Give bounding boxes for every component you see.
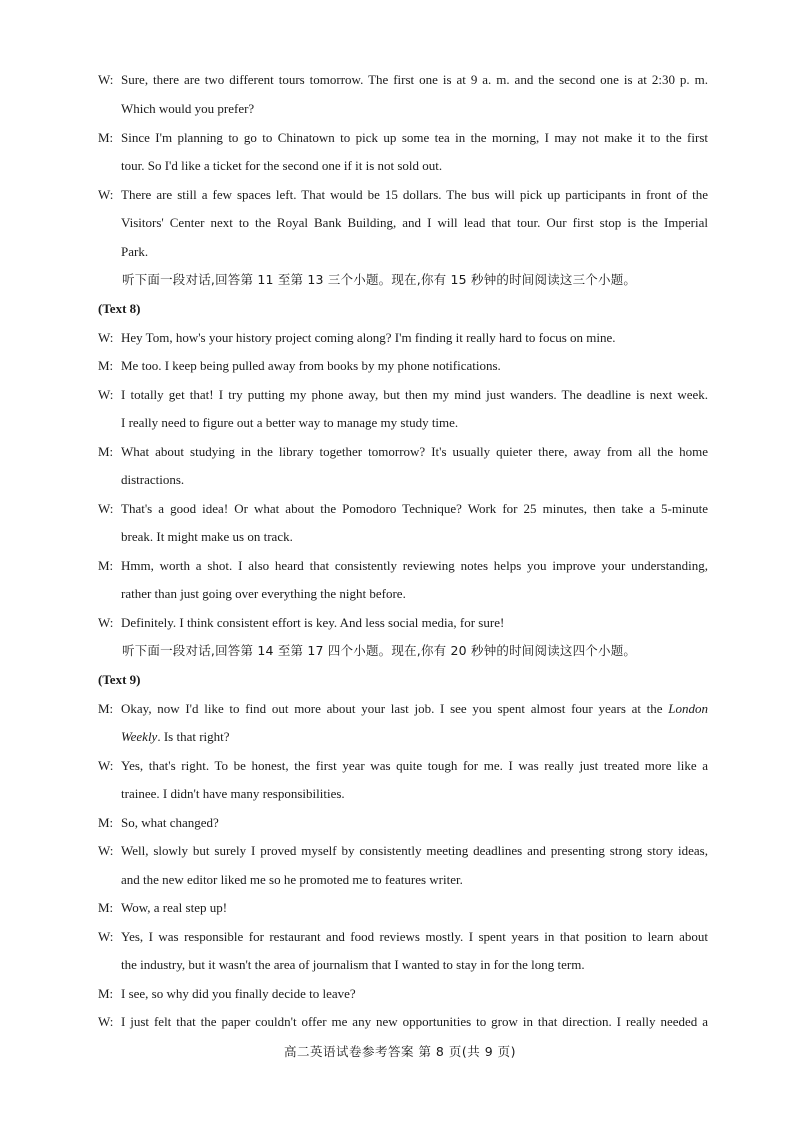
instruction-text: 听下面一段对话,回答第 11 至第 13 三个小题。现在,你有 15 秒钟的时间阅读这三个小题。 bbox=[122, 272, 637, 287]
speaker-label: M: bbox=[98, 558, 114, 573]
dialogue-text: There are still a few spaces left. That would be 15 dollars. The bus will pick up participants in front of the bbox=[121, 187, 708, 202]
dialogue-text: Definitely. I think consistent effort is key. And less social media, for sure! bbox=[121, 615, 505, 630]
speaker-label: M: bbox=[98, 358, 114, 373]
speaker-label: W: bbox=[98, 929, 114, 944]
dialogue-text: Sure, there are two different tours tomorrow. The first one is at 9 a. m. and the second one is at 2:30 p. m. bbox=[121, 72, 708, 87]
dialogue-text: Park. bbox=[121, 244, 149, 259]
speaker-label: W: bbox=[98, 758, 114, 773]
dialogue-text bbox=[121, 700, 708, 718]
dialogue-text: Which would you prefer? bbox=[121, 101, 255, 116]
dialogue-text: the industry, but it wasn't the area of journalism that I wanted to stay in for the long term. bbox=[121, 957, 585, 972]
dialogue-text: So, what changed? bbox=[121, 815, 219, 830]
text9-heading: (Text 9) bbox=[98, 672, 141, 687]
speaker-label: M: bbox=[98, 815, 114, 830]
page-footer: 高二英语试卷参考答案 第 8 页(共 9 页) bbox=[283, 1044, 517, 1059]
dialogue-text: What about studying in the library together tomorrow? It's usually quieter there, away from all the home bbox=[121, 444, 708, 459]
dialogue-text: Since I'm planning to go to Chinatown to pick up some tea in the morning, I may not make it to the first bbox=[121, 130, 708, 145]
publication-title: Weekly bbox=[121, 729, 158, 744]
dialogue-text: I really need to figure out a better way to manage my study time. bbox=[121, 415, 459, 430]
speaker-label: W: bbox=[98, 387, 114, 402]
speaker-label: M: bbox=[98, 130, 114, 145]
speaker-label: W: bbox=[98, 843, 114, 858]
text8-heading: (Text 8) bbox=[98, 301, 141, 316]
dialogue-text-part: Okay, now I'd like to find out more about your last job. I see you spent almost four years at the bbox=[121, 701, 663, 716]
dialogue-text: Wow, a real step up! bbox=[121, 900, 228, 915]
dialogue-text: That's a good idea! Or what about the Pomodoro Technique? Work for 25 minutes, then take a 5-minute bbox=[121, 501, 708, 516]
speaker-label: M: bbox=[98, 900, 114, 915]
speaker-label: W: bbox=[98, 501, 114, 516]
dialogue-text: I just felt that the paper couldn't offer me any new opportunities to grow in that direction. I really needed a bbox=[121, 1014, 708, 1029]
dialogue-text: Yes, I was responsible for restaurant and food reviews mostly. I spent years in that position to learn about bbox=[121, 929, 708, 944]
dialogue-text: rather than just going over everything the night before. bbox=[121, 586, 406, 601]
dialogue-text: tour. So I'd like a ticket for the second one if it is not sold out. bbox=[121, 158, 443, 173]
dialogue-text: Hmm, worth a shot. I also heard that consistently reviewing notes helps you improve your understanding, bbox=[121, 558, 708, 573]
dialogue-text: Yes, that's right. To be honest, the first year was quite tough for me. I was really just treated more like a bbox=[121, 758, 708, 773]
speaker-label: M: bbox=[98, 444, 114, 459]
dialogue-text-part: . Is that right? bbox=[157, 729, 230, 744]
dialogue-text: and the new editor liked me so he promoted me to features writer. bbox=[121, 872, 463, 887]
dialogue-text: distractions. bbox=[121, 472, 185, 487]
speaker-label: W: bbox=[98, 615, 114, 630]
speaker-label: M: bbox=[98, 701, 114, 716]
publication-title: London bbox=[668, 701, 708, 716]
dialogue-text: Hey Tom, how's your history project coming along? I'm finding it really hard to focus on mine. bbox=[121, 330, 616, 345]
speaker-label: W: bbox=[98, 187, 114, 202]
dialogue-text: Visitors' Center next to the Royal Bank Building, and I will lead that tour. Our first stop is the Imperial bbox=[121, 215, 708, 230]
speaker-label: W: bbox=[98, 330, 114, 345]
dialogue-text: I see, so why did you finally decide to leave? bbox=[121, 986, 356, 1001]
speaker-label: W: bbox=[98, 1014, 114, 1029]
speaker-label: W: bbox=[98, 72, 114, 87]
dialogue-text: trainee. I didn't have many responsibilities. bbox=[121, 786, 345, 801]
dialogue-text: break. It might make us on track. bbox=[121, 529, 293, 544]
dialogue-text bbox=[121, 728, 708, 746]
instruction-text: 听下面一段对话,回答第 14 至第 17 四个小题。现在,你有 20 秒钟的时间阅读这四个小题。 bbox=[122, 643, 637, 658]
dialogue-text: Well, slowly but surely I proved myself by consistently meeting deadlines and presenting strong story ideas, bbox=[121, 843, 708, 858]
dialogue-text: I totally get that! I try putting my phone away, but then my mind just wanders. The deadline is next week. bbox=[121, 387, 708, 402]
dialogue-text: Me too. I keep being pulled away from books by my phone notifications. bbox=[121, 358, 501, 373]
speaker-label: M: bbox=[98, 986, 114, 1001]
